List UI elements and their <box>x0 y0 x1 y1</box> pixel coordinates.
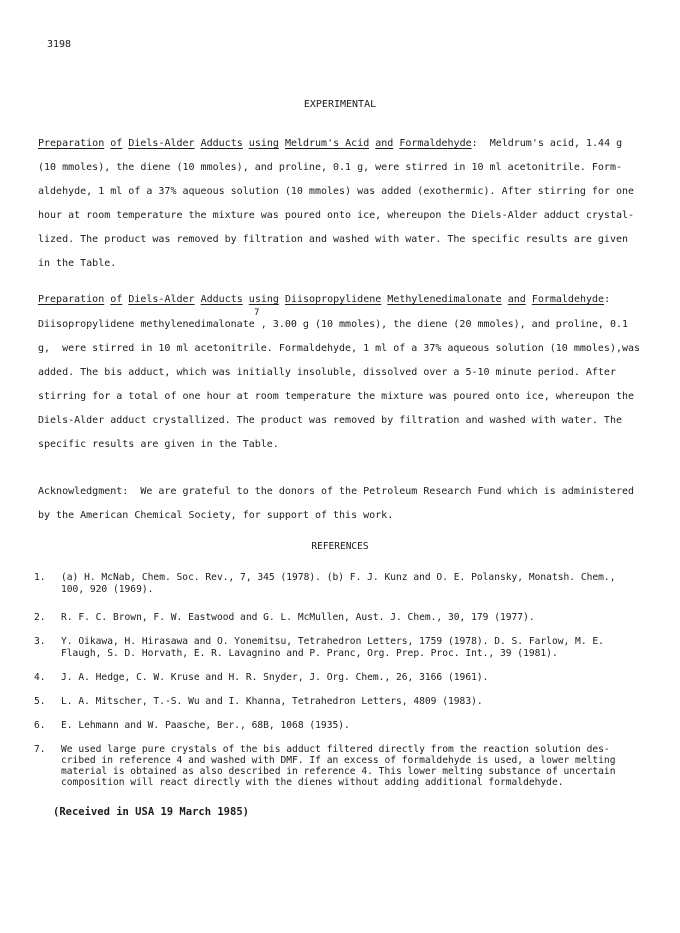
heading-colon: : <box>471 138 478 149</box>
paragraph-line: Diisopropylidene methylenedimalonate , 3.00 g (10 mmoles), the diene (20 mmoles), and proline, 0.1 <box>38 319 629 330</box>
heading-word: using <box>248 138 279 149</box>
reference-number: 2. <box>34 612 46 623</box>
acknowledgment-line: Acknowledgment: We are grateful to the donors of the Petroleum Research Fund which is administered <box>38 486 635 497</box>
heading-word: Preparation <box>38 294 105 305</box>
reference-line: composition will react directly with the dienes without adding additional formaldehyde. <box>61 777 564 788</box>
received-date: (Received in USA 19 March 1985) <box>53 806 249 818</box>
heading-word: Preparation <box>38 138 105 149</box>
acknowledgment-line: by the American Chemical Society, for support of this work. <box>38 510 394 521</box>
reference-number: 1. <box>34 572 46 583</box>
heading-word: of <box>110 138 123 149</box>
reference-number: 7. <box>34 744 46 755</box>
heading-word: Diisopropylidene <box>284 294 382 305</box>
reference-number: 3. <box>34 636 46 647</box>
reference-number: 6. <box>34 720 46 731</box>
reference-line: cribed in reference 4 and washed with DMF. If an excess of formaldehyde is used, a lower melting <box>61 755 616 766</box>
heading-word: Formaldehyde <box>399 138 472 149</box>
paragraph-line: lized. The product was removed by filtration and washed with water. The specific results are given <box>38 234 629 245</box>
reference-line: L. A. Mitscher, T.-S. Wu and I. Khanna, Tetrahedron Letters, 4809 (1983). <box>61 696 483 707</box>
paragraph-text: Meldrum's acid, 1.44 g <box>489 138 623 149</box>
heading-colon: : <box>604 294 611 305</box>
heading-word: and <box>507 294 526 305</box>
paragraph-line: Diels-Alder adduct crystallized. The product was removed by filtration and washed with water. The <box>38 415 622 426</box>
heading-word: Diels-Alder <box>128 294 195 305</box>
heading-word: Adducts <box>200 138 243 149</box>
heading-word: Meldrum's Acid <box>284 138 370 149</box>
reference-number: 5. <box>34 696 46 707</box>
reference-line: We used large pure crystals of the bis adduct filtered directly from the reaction solution des- <box>61 744 610 755</box>
references-heading: REFERENCES <box>311 541 369 552</box>
reference-line: J. A. Hedge, C. W. Kruse and H. R. Snyder, J. Org. Chem., 26, 3166 (1961). <box>61 672 489 683</box>
reference-superscript: 7 <box>254 308 260 318</box>
reference-line: (a) H. McNab, Chem. Soc. Rev., 7, 345 (1978). (b) F. J. Kunz and O. E. Polansky, Monatsh. Chem., <box>61 572 616 583</box>
paragraph-line: g, were stirred in 10 ml acetonitrile. Formaldehyde, 1 ml of a 37% aqueous solution (10 mmoles),was <box>38 343 641 354</box>
paragraph-line: specific results are given in the Table. <box>38 439 279 450</box>
heading-word: and <box>375 138 394 149</box>
paragraph-line: (10 mmoles), the diene (10 mmoles), and proline, 0.1 g, were stirred in 10 ml acetonitrile. Form- <box>38 162 622 173</box>
heading-word: Diels-Alder <box>128 138 195 149</box>
paragraph-line: hour at room temperature the mixture was poured onto ice, whereupon the Diels-Alder adduct crystal- <box>38 210 635 221</box>
reference-line: 100, 920 (1969). <box>61 584 154 595</box>
experimental-heading: EXPERIMENTAL <box>303 99 377 110</box>
reference-line: E. Lehmann and W. Paasche, Ber., 68B, 1068 (1935). <box>61 720 350 731</box>
reference-number: 4. <box>34 672 46 683</box>
paragraph-line: stirring for a total of one hour at room temperature the mixture was poured onto ice, whereupon the <box>38 391 635 402</box>
reference-line: R. F. C. Brown, F. W. Eastwood and G. L. McMullen, Aust. J. Chem., 30, 179 (1977). <box>61 612 535 623</box>
paragraph-heading-line <box>38 138 622 149</box>
paragraph-heading-line <box>38 294 610 305</box>
reference-line: material is obtained as also described in reference 4. This lower melting substance of uncertain <box>61 766 616 777</box>
heading-word: of <box>110 294 123 305</box>
heading-word: Formaldehyde <box>531 294 605 305</box>
paragraph-line: in the Table. <box>38 258 117 269</box>
paragraph-line: aldehyde, 1 ml of a 37% aqueous solution (10 mmoles) was added (exothermic). After stirring for one <box>38 186 635 197</box>
reference-line: Y. Oikawa, H. Hirasawa and O. Yonemitsu, Tetrahedron Letters, 1759 (1978). D. S. Farlow, M. E. <box>61 636 604 647</box>
heading-word: using <box>248 294 279 305</box>
page-number: 3198 <box>47 39 72 50</box>
heading-word: Adducts <box>200 294 243 305</box>
heading-word: Methylenedimalonate <box>387 294 502 305</box>
paragraph-line: added. The bis adduct, which was initially insoluble, dissolved over a 5-10 minute period. After <box>38 367 616 378</box>
reference-line: Flaugh, S. D. Horvath, E. R. Lavagnino and P. Pranc, Org. Prep. Proc. Int., 39 (1981). <box>61 648 558 659</box>
